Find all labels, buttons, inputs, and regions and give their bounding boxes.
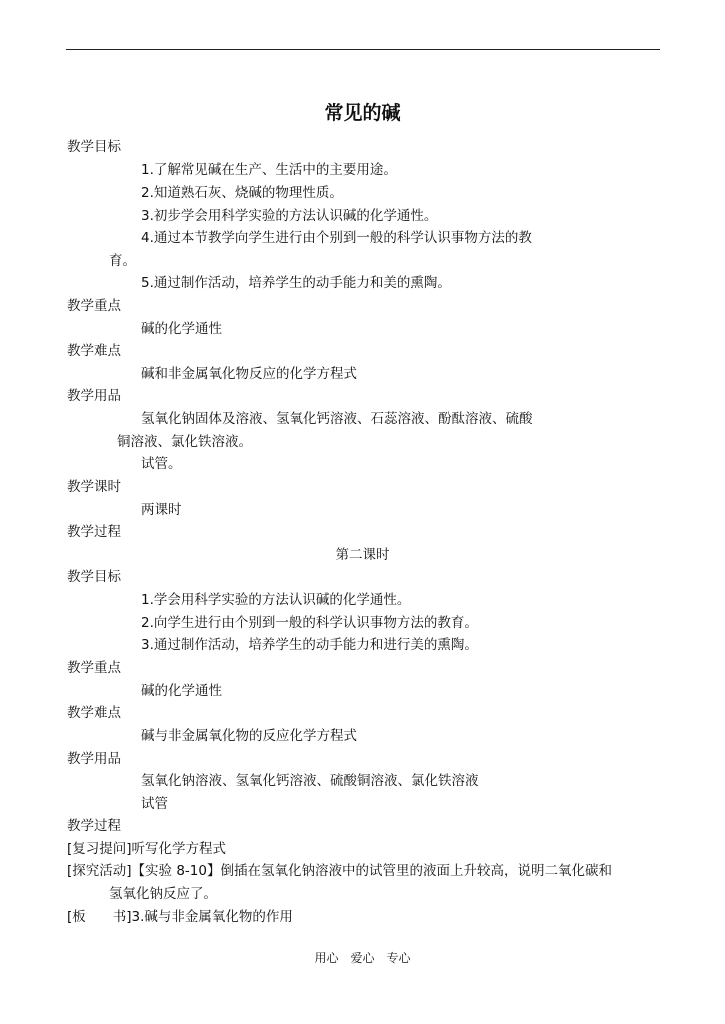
section-heading: 教学难点 — [67, 705, 121, 721]
paragraph: 试管。 — [141, 456, 182, 472]
section-heading: 教学课时 — [67, 479, 121, 495]
list-item: 1.学会用科学实验的方法认识碱的化学通性。 — [141, 592, 411, 608]
page-footer: 用心 爱心 专心 — [314, 951, 411, 965]
list-item: 5.通过制作活动，培养学生的动手能力和美的熏陶。 — [141, 275, 451, 291]
section-heading: 教学用品 — [67, 388, 121, 404]
list-item: 3.通过制作活动，培养学生的动手能力和进行美的熏陶。 — [141, 637, 478, 653]
header-rule — [66, 49, 660, 50]
paragraph-continuation: 铜溶液、氯化铁溶液。 — [117, 434, 252, 450]
section-heading: 教学重点 — [67, 660, 121, 676]
paragraph: 两课时 — [141, 502, 182, 518]
paragraph: 碱的化学通性 — [141, 683, 222, 699]
section-heading: 教学过程 — [67, 818, 121, 834]
paragraph: 碱与非金属氧化物的反应化学方程式 — [141, 728, 357, 744]
paragraph: [板 书]3.碱与非金属氧化物的作用 — [67, 909, 293, 925]
paragraph: 氢氧化钠固体及溶液、氢氧化钙溶液、石蕊溶液、酚酞溶液、硫酸 — [141, 411, 533, 427]
list-item: 4.通过本节教学向学生进行由个别到一般的科学认识事物方法的教 — [141, 230, 532, 246]
paragraph-continuation: 氢氧化钠反应了。 — [109, 886, 217, 902]
paragraph: 碱的化学通性 — [141, 321, 222, 337]
page-title: 常见的碱 — [324, 102, 401, 124]
list-item: 3.初步学会用科学实验的方法认识碱的化学通性。 — [141, 208, 438, 224]
list-item: 2.向学生进行由个别到一般的科学认识事物方法的教育。 — [141, 615, 478, 631]
paragraph: 试管 — [141, 796, 168, 812]
section-heading: 教学过程 — [67, 524, 121, 540]
list-item-continuation: 育。 — [109, 253, 136, 269]
paragraph: 氢氧化钠溶液、氢氧化钙溶液、硫酸铜溶液、氯化铁溶液 — [141, 773, 479, 789]
section-heading: 教学目标 — [67, 139, 121, 155]
list-item: 2.知道熟石灰、烧碱的物理性质。 — [141, 185, 343, 201]
list-item: 1.了解常见碱在生产、生活中的主要用途。 — [141, 162, 397, 178]
lesson-heading: 第二课时 — [335, 547, 390, 563]
section-heading: 教学目标 — [67, 569, 121, 585]
paragraph: 碱和非金属氧化物反应的化学方程式 — [141, 366, 357, 382]
paragraph: [探究活动]【实验 8-10】倒插在氢氧化钠溶液中的试管里的液面上升较高，说明二氧化碳和 — [67, 863, 612, 879]
section-heading: 教学重点 — [67, 298, 121, 314]
section-heading: 教学难点 — [67, 343, 121, 359]
section-heading: 教学用品 — [67, 751, 121, 767]
paragraph: [复习提问]听写化学方程式 — [67, 841, 227, 857]
